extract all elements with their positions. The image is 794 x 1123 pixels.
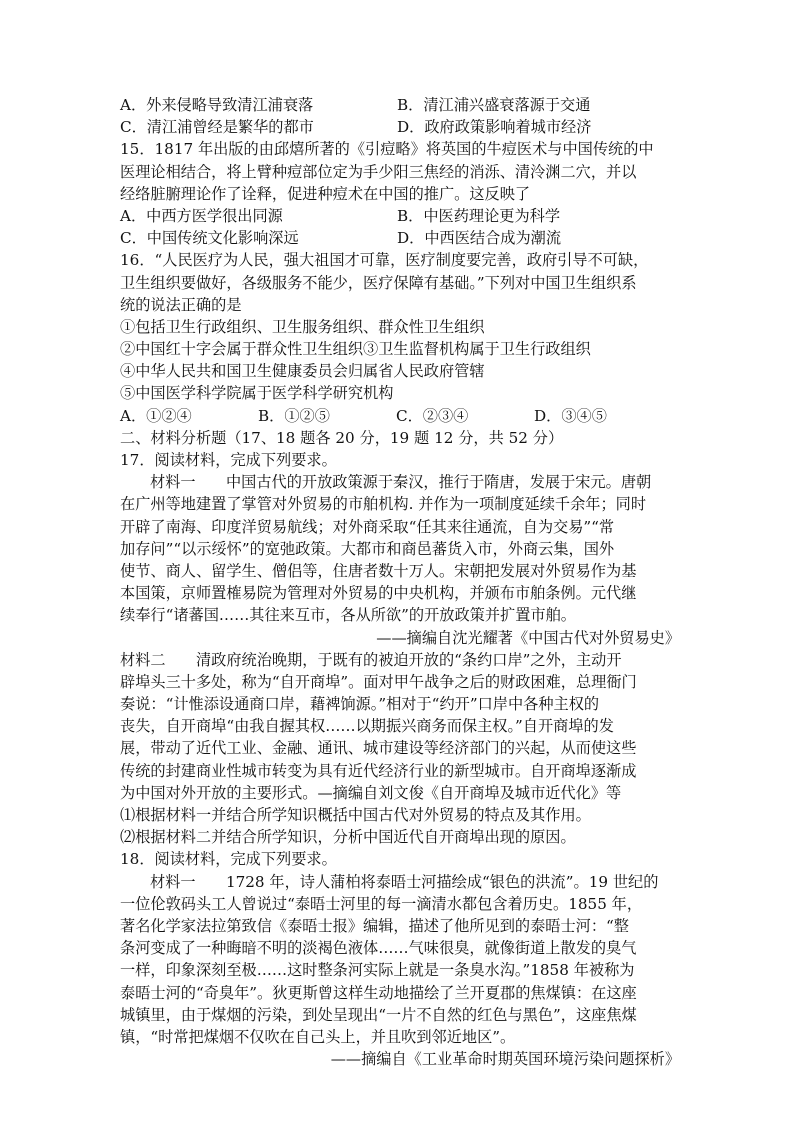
q16-statement: ④中华人民共和国卫生健康委员会归属省人民政府管辖 <box>120 362 485 381</box>
q17-material2-line: 传统的封建商业性城市转变为具有近代经济行业的新型城市。自开商埠逐渐成 <box>120 761 637 780</box>
q17-material1-line: 开辟了南海、印度洋贸易航线；对外商采取“任其来往通流，自为交易”“常 <box>120 517 615 536</box>
q18-material1-line: 一位伦敦码头工人曾说过“泰晤士河里的每一滴清水都包含着历史。1855 年， <box>120 894 643 913</box>
q17-material1-line: 续奉行“诸蕃国……其往来互市，各从所欲”的开放政策并扩置市舶。 <box>120 606 576 625</box>
q16-options-row <box>120 405 680 427</box>
q15-option-a[interactable]: A．中西方医学很出同源 <box>120 206 283 225</box>
q17-question: ⑵根据材料二并结合所学知识，分析中国近代自开商埠出现的原因。 <box>120 828 576 847</box>
q14-option-b[interactable]: B．清江浦兴盛衰落源于交通 <box>397 96 591 114</box>
q14-options-row-2 <box>120 116 680 138</box>
q15-option-d[interactable]: D．中西医结合成为潮流 <box>397 229 562 248</box>
q14-option-c[interactable]: C．清江浦曾经是繁华的都市 <box>120 118 314 137</box>
q17-intro: 17．阅读材料，完成下列要求。 <box>120 451 337 469</box>
q15-options-row-2 <box>120 227 680 249</box>
q17-material2-line: 材料二 清政府统治晚期，于既有的被迫开放的“条约口岸”之外，主动开 <box>120 650 622 669</box>
exam-page <box>120 94 680 1070</box>
q16-statement: ⑤中国医学科学院属于医学科学研究机构 <box>120 384 394 403</box>
q18-material1-line: 城镇里，由于煤烟的污染，到处呈现出“一片不自然的红色与黑色”，这座焦煤 <box>120 1005 637 1024</box>
q18-intro: 18．阅读材料，完成下列要求。 <box>120 850 337 869</box>
section-heading: 二、材料分析题（17、18 题各 20 分，19 题 12 分，共 52 分） <box>120 428 564 447</box>
q15-stem-line: 15．1817 年出版的由邱熺所著的《引痘略》将英国的牛痘医术与中国传统的中 <box>120 140 654 159</box>
q18-material1-line: 著名化学家法拉第致信《泰晤士报》编辑，描述了他所见到的泰晤士河：“整 <box>120 916 629 935</box>
q16-statement: ②中国红十字会属于群众性卫生组织③卫生监督机构属于卫生行政组织 <box>120 340 591 359</box>
q14-option-d[interactable]: D．政府政策影响着城市经济 <box>397 118 592 137</box>
q18-material1-line: 镇，“时常把煤烟不仅吹在自己头上，并且吹到邻近地区”。 <box>120 1027 516 1046</box>
q16-statement: ①包括卫生行政组织、卫生服务组织、群众性卫生组织 <box>120 317 485 336</box>
q15-stem-line: 经络脏腑理论作了诠释，促进种痘术在中国的推广。这反映了 <box>120 184 531 203</box>
q18-material1-line: 条河变成了一种晦暗不明的淡褐色液体……气味很臭，就像街道上散发的臭气 <box>120 939 637 958</box>
q17-material1-line: 使节、商人、留学生、僧侣等，住唐者数十万人。宋朝把发展对外贸易作为基 <box>120 561 637 580</box>
q14-options-row-1 <box>120 94 680 116</box>
q16-option-a[interactable]: A．①②④ <box>120 406 192 425</box>
q17-material1-source: ——摘编自沈光耀著《中国古代对外贸易史》 <box>376 628 680 647</box>
q18-material1-source: ——摘编自《工业革命时期英国环境污染问题探析》 <box>330 1050 680 1069</box>
q16-stem-line: 统的说法正确的是 <box>120 295 242 314</box>
q18-material1-line: 泰晤士河的“奇臭年”。狄更斯曾这样生动地描绘了兰开夏郡的焦煤镇：在这座 <box>120 983 637 1002</box>
q16-stem-line: 卫生组织要做好，各级服务不能少，医疗保障有基础。”下列对中国卫生组织系 <box>120 273 637 292</box>
q18-material1-line: 一样，印象深刻至极……这时整条河实际上就是一条臭水沟。”1858 年被称为 <box>120 961 635 980</box>
q17-material1-line: 加存问”“以示绥怀”的宽弛政策。大都市和商邑蕃货入市，外商云集，国外 <box>120 539 615 558</box>
q16-option-c[interactable]: C．②③④ <box>396 406 469 425</box>
q14-option-a[interactable]: A．外来侵略导致清江浦衰落 <box>120 96 314 114</box>
q18-material1-line: 材料一 1728 年，诗人蒲柏将泰晤士河描绘成“银色的洪流”。19 世纪的 <box>150 872 659 891</box>
q17-material1-line: 本国策，京师置榷易院为管理对外贸易的中央机构，并颁布市舶条例。元代继 <box>120 584 637 603</box>
q15-options-row-1 <box>120 205 680 227</box>
q16-option-d[interactable]: D．③④⑤ <box>534 406 607 425</box>
q17-question: ⑴根据材料一并结合所学知识概括中国古代对外贸易的特点及其作用。 <box>120 806 591 824</box>
q15-option-b[interactable]: B．中医药理论更为科学 <box>397 206 561 225</box>
q15-stem-line: 医理论相结合，将上臂种痘部位定为手少阳三焦经的消泺、清泠渊二穴，并以 <box>120 162 637 181</box>
q17-material2-line: 奏说：“计惟添设通商口岸，藉裨饷源。”相对于“约开”口岸中各种主权的 <box>120 695 600 714</box>
q15-option-c[interactable]: C．中国传统文化影响深远 <box>120 229 299 248</box>
q16-option-b[interactable]: B．①②⑤ <box>258 406 330 425</box>
q17-material2-line: 辟埠头三十多处，称为“自开商埠”。面对甲午战争之后的财政困难，总理衙门 <box>120 672 637 691</box>
q17-material2-line: 展，带动了近代工业、金融、通讯、城市建设等经济部门的兴起，从而使这些 <box>120 739 637 758</box>
q17-material1-line: 材料一 中国古代的开放政策源于秦汉，推行于隋唐，发展于宋元。唐朝 <box>150 473 652 492</box>
q17-material2-line: 为中国对外开放的主要形式。—摘编自刘文俊《自开商埠及城市近代化》等 <box>120 783 622 802</box>
q16-stem-line: 16．“人民医疗为人民，强大祖国才可靠，医疗制度要完善，政府引导不可缺， <box>120 251 649 270</box>
q17-material1-line: 在广州等地建置了掌管对外贸易的市舶机构. 并作为一项制度延续千余年；同时 <box>120 495 647 514</box>
q17-material2-line: 丧失，自开商埠“由我自握其权……以期振兴商务而保主权。”自开商埠的发 <box>120 717 614 736</box>
